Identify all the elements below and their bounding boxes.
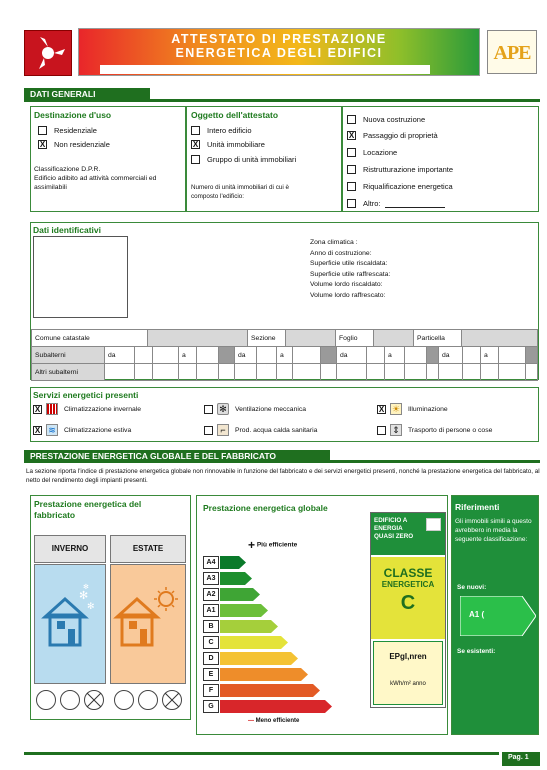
checkbox-checked[interactable]: X [348,131,355,140]
energy-class-g [203,700,329,713]
checkbox[interactable] [347,182,356,191]
servizio-climatizzazione-invernale[interactable]: X Climatizzazione invernale [34,404,142,414]
globale-title: Prestazione energetica globale [203,503,328,513]
energy-class-arrow [220,588,260,601]
checkbox[interactable] [191,155,200,164]
classe-box: CLASSE ENERGETICA C [371,557,445,639]
energy-class-arrow [220,556,246,569]
energy-class-scale [203,556,333,716]
oggetto-title: Oggetto dell'attestato [191,110,279,120]
smiley-sad-crossed-icon [84,690,104,710]
energy-class-label: A3 [203,572,219,585]
inverno-panel [34,564,106,684]
se-nuovi-label: Se nuovi: [457,584,487,591]
subalterni-table [31,346,538,381]
checkbox[interactable] [377,426,386,435]
header-white-strip [100,65,430,74]
page-number: Pag. 1 [508,754,529,761]
energy-class-label: A1 [203,604,219,617]
nuovi-class-arrow: A1 ( [460,596,536,636]
energy-class-arrow [220,652,298,665]
riferimenti-title: Riferimenti [455,502,500,512]
footer-bar [24,752,540,766]
energy-class-label: A2 [203,588,219,601]
prestazione-description: La sezione riporta l'indice di prestazione energetica globale non rinnovabile in funzione del fabbricato e dei servizi energetici presenti, nonché la prestazione energetica del fabbricato, al netto del rendimento degli impianti presenti. [26,468,540,484]
prestazione-bar: PRESTAZIONE ENERGETICA GLOBALE E DEL FABBRICATO [24,450,540,463]
smiley-happy-icon [36,690,56,710]
option-non-residenziale[interactable]: X Non residenziale [39,139,110,149]
svg-text:✻: ✻ [79,589,89,602]
option-residenziale[interactable]: Residenziale [34,123,184,137]
option-riqualificazione[interactable]: Riqualificazione energetica [347,178,537,195]
page-title: ATTESTATO DI PRESTAZIONE ENERGETICA DEGLI EDIFICI [171,32,387,60]
energy-class-d [203,652,295,665]
table-row: Subalterni da a da a da a da a [32,347,538,364]
classe-value: C [400,592,416,614]
catasto-table [31,329,538,347]
energy-class-label: C [203,636,219,649]
photo-placeholder [33,236,128,318]
energy-class-arrow [220,636,288,649]
region-logo [24,30,72,76]
energy-class-label: G [203,700,219,713]
nzeb-box: EDIFICIO A ENERGIA QUASI ZERO [371,513,445,555]
servizio-acqua-calda[interactable]: ⌐ Prod. acqua calda sanitaria [204,424,317,436]
energy-class-c [203,636,285,649]
house-winter-icon [35,565,105,683]
energy-class-b [203,620,275,633]
energy-class-a2 [203,588,257,601]
ep-box: EPgl,nren kWh/m² anno [373,641,443,705]
energy-class-arrow [220,604,268,617]
radiator-icon [46,403,58,415]
classificazione-label: Classificazione D.P.R. [34,166,101,173]
trinacria-icon [25,31,71,75]
checkbox[interactable] [204,405,213,414]
destinazione-title: Destinazione d'uso [34,110,112,120]
checkbox[interactable] [191,126,200,135]
energy-class-arrow [220,700,332,713]
altro-input[interactable] [385,200,445,208]
meno-efficiente-label: — Meno efficiente [248,718,300,724]
smiley-neutral-icon [60,690,80,710]
house-summer-icon [111,565,185,683]
dati-identificativi-title: Dati identificativi [33,225,102,235]
checkbox-checked[interactable]: X [192,139,199,149]
checkbox-checked[interactable]: X [378,404,385,414]
dati-generali-bar: DATI GENERALI [24,88,540,102]
riferimenti-text: Gli immobili simili a questo avrebbero in media la seguente classificazione: [455,518,532,543]
checkbox[interactable] [38,126,47,135]
fabbricato-title: Prestazione energetica del fabbricato [34,499,142,520]
option-intero-edificio[interactable]: Intero edificio [191,123,341,137]
option-altro[interactable]: Altro: [347,195,537,212]
svg-text:✻: ✻ [87,602,95,612]
energy-class-a3 [203,572,249,585]
smiley-happy-icon [114,690,134,710]
energy-class-arrow [220,572,252,585]
servizio-climatizzazione-estiva[interactable]: X ≋ Climatizzazione estiva [34,425,132,435]
option-nuova-costruzione[interactable]: Nuova costruzione [347,111,537,127]
checkbox[interactable] [347,148,356,157]
energy-class-label: F [203,684,219,697]
checkbox-checked[interactable]: X [34,404,41,414]
piu-efficiente-label: + Più efficiente [248,538,298,552]
dati-identificativi-fields: Zona climatica : Anno di costruzione: Superficie utile riscaldata: Superficie utile raffrescata: Volume lordo riscaldato: Volume lordo raffrescato: [310,239,391,299]
option-gruppo-unita[interactable]: Gruppo di unità immobiliari [191,151,341,167]
energy-class-e [203,668,305,681]
ac-unit-icon: ≋ [46,424,58,436]
energy-class-a1 [203,604,265,617]
checkbox[interactable] [347,165,356,174]
table-row: Altri subalterni [32,364,538,381]
servizio-ventilazione[interactable]: ✻ Ventilazione meccanica [204,403,306,415]
svg-text:✻: ✻ [83,583,89,591]
energy-class-arrow [220,684,320,697]
classificazione-text: Edificio adibito ad attività commerciali ed assimilabili [34,175,157,191]
energy-class-f [203,684,317,697]
option-ristrutturazione[interactable]: Ristrutturazione importante [347,161,537,178]
estate-panel [110,564,186,684]
servizio-illuminazione[interactable]: X ☀ Illuminazione [378,404,448,414]
servizi-title: Servizi energetici presenti [33,390,139,400]
energy-class-label: D [203,652,219,665]
checkbox[interactable] [204,426,213,435]
energy-class-arrow [220,620,278,633]
lamp-icon: ☀ [391,404,401,414]
elevator-icon: ⇕ [390,424,402,436]
checkbox[interactable] [347,199,356,208]
table-row: Comune catastale Sezione Foglio Particella [32,330,538,347]
checkbox-checked[interactable]: X [39,139,46,149]
option-unita-immobiliare[interactable]: X Unità immobiliare [192,139,265,149]
energy-class-panel [370,512,446,708]
energy-class-arrow [220,668,308,681]
checkbox-checked[interactable]: X [34,425,41,435]
energy-class-label: B [203,620,219,633]
se-esistenti-label: Se esistenti: [457,648,496,655]
option-locazione[interactable]: Locazione [347,144,537,161]
faucet-icon: ⌐ [217,424,229,436]
energy-class-label: E [203,668,219,681]
checkbox[interactable] [347,115,356,124]
numero-unita-label: Numero di unità immobiliari di cui è composto l'edificio: [191,184,289,200]
option-passaggio-proprieta[interactable]: X Passaggio di proprietà [348,131,438,140]
smiley-neutral-icon [138,690,158,710]
ape-logo: APE [487,30,537,74]
fan-icon: ✻ [217,403,229,415]
smiley-sad-crossed-icon [162,690,182,710]
energy-class-label: A4 [203,556,219,569]
nzeb-checkbox[interactable] [426,518,441,531]
inverno-header: INVERNO [34,535,106,563]
servizio-trasporto[interactable]: ⇕ Trasporto di persone o cose [377,424,492,436]
energy-class-a4 [203,556,243,569]
estate-header: ESTATE [110,535,186,563]
